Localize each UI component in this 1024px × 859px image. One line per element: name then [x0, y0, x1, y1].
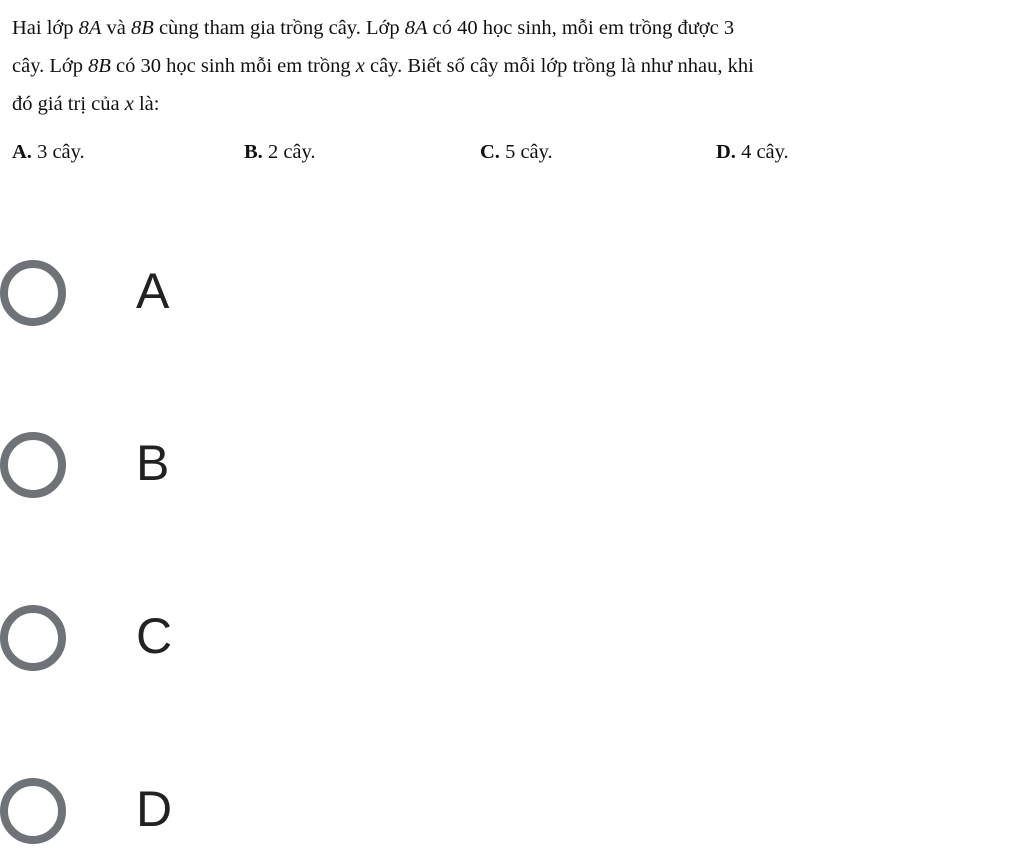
answer-choices-text	[12, 134, 1012, 166]
answer-option-a[interactable]	[0, 252, 320, 342]
option-label-c: C	[136, 608, 173, 664]
question-line-2	[12, 52, 754, 80]
math-variable: 8B	[131, 17, 154, 39]
math-variable: 8A	[404, 17, 428, 39]
radio-button-b[interactable]	[0, 432, 66, 498]
math-variable: 8B	[88, 55, 111, 77]
choice-value: 5 cây.	[499, 141, 553, 163]
question-text-segment: Hai lớp	[12, 17, 79, 39]
choice-letter: A.	[12, 141, 32, 163]
question-text-segment: có 30 học sinh mỗi em trồng	[110, 55, 356, 77]
option-label-b: B	[136, 435, 170, 491]
radio-button-a[interactable]	[0, 260, 66, 326]
choice-value: 2 cây.	[262, 141, 316, 163]
question-text-segment: có 40 học sinh, mỗi em trồng được 3	[427, 17, 735, 39]
radio-button-d[interactable]	[0, 778, 66, 844]
choice-letter: B.	[244, 141, 263, 163]
option-label-a: A	[136, 263, 170, 319]
question-text-segment: cây. Lớp	[12, 55, 89, 77]
math-variable: x	[355, 55, 365, 77]
question-text-segment: đó giá trị của	[12, 93, 125, 115]
math-variable: 8A	[78, 17, 102, 39]
choice-letter: D.	[716, 141, 736, 163]
option-label-d: D	[136, 781, 173, 837]
question-text-segment: là:	[133, 93, 160, 115]
choice-value: 3 cây.	[31, 141, 85, 163]
math-variable: x	[124, 93, 134, 115]
answer-option-d[interactable]	[0, 770, 320, 859]
question-line-1	[12, 14, 734, 42]
choice-d-text	[716, 138, 789, 166]
answer-option-b[interactable]	[0, 424, 320, 514]
choice-letter: C.	[480, 141, 500, 163]
question-text-segment: và	[101, 17, 132, 39]
choice-c-text	[480, 138, 553, 166]
question-line-3	[12, 90, 159, 118]
answer-option-c[interactable]	[0, 597, 320, 687]
choice-value: 4 cây.	[735, 141, 789, 163]
choice-b-text	[244, 138, 316, 166]
question-text-segment: cây. Biết số cây mỗi lớp trồng là như nhau, khi	[364, 55, 754, 77]
question-text-segment: cùng tham gia trồng cây. Lớp	[153, 17, 405, 39]
choice-a-text	[12, 138, 85, 166]
radio-button-c[interactable]	[0, 605, 66, 671]
